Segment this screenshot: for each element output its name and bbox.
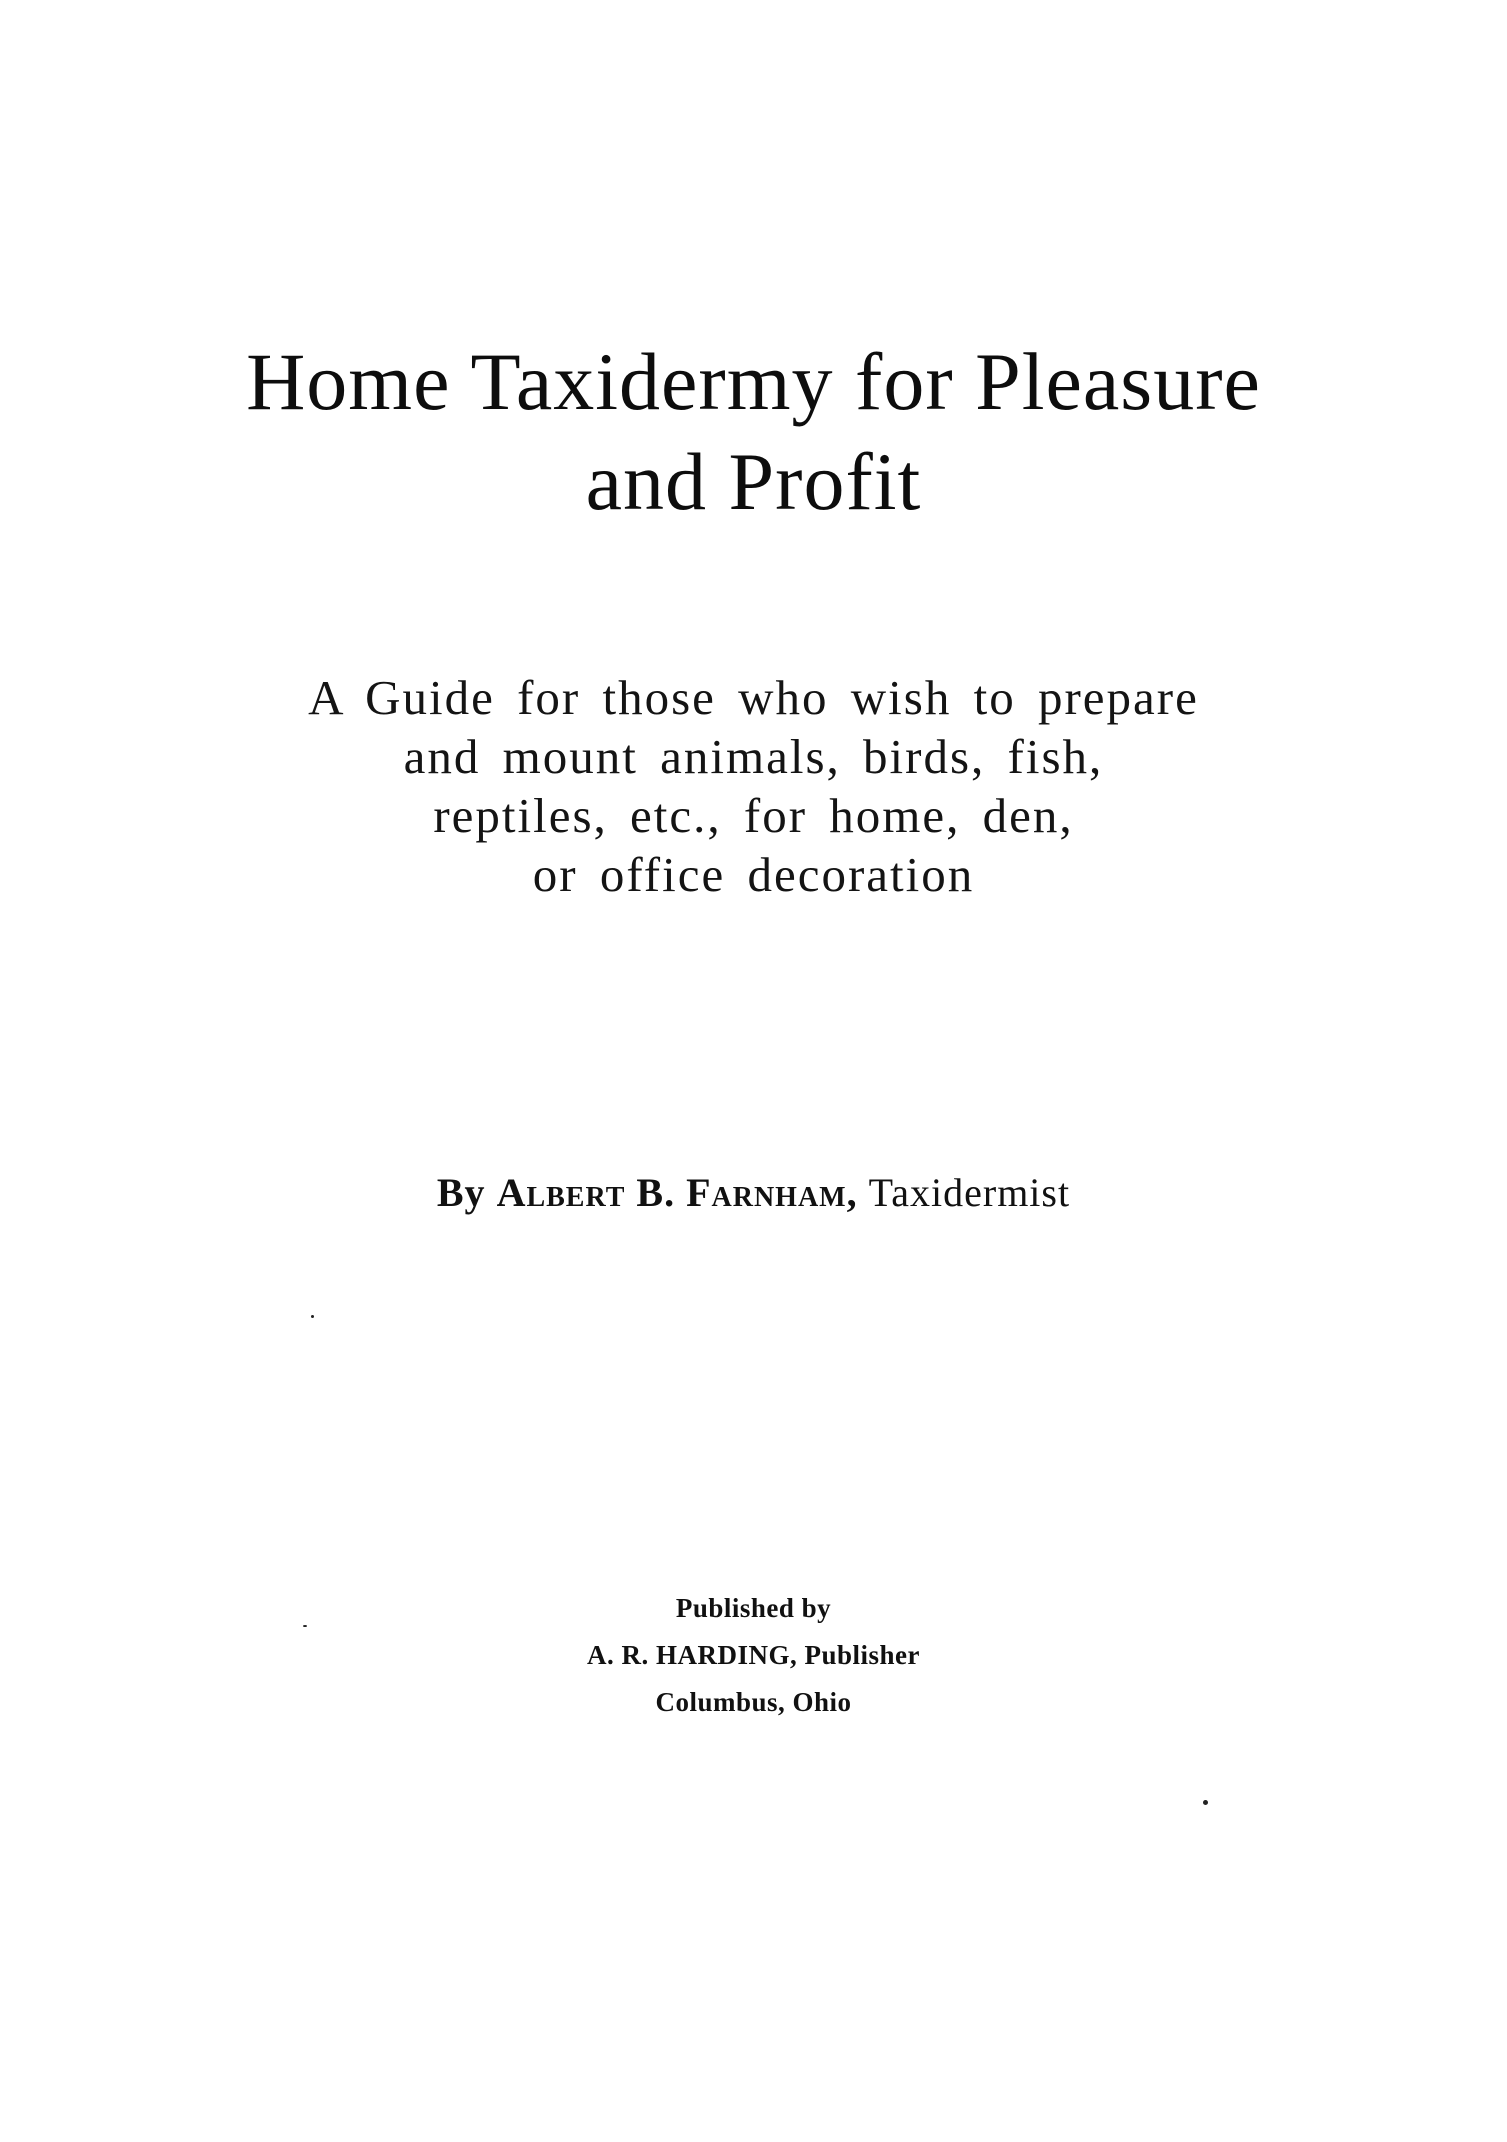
book-title-line-2: and Profit [585, 436, 922, 527]
book-title-line-1: Home Taxidermy for Pleasure [246, 336, 1261, 427]
scan-speck [303, 1625, 307, 1627]
book-subtitle [0, 668, 1507, 904]
author-line [0, 1168, 1507, 1218]
publisher-line-3: Columbus, Ohio [655, 1687, 852, 1717]
scan-speck [311, 1315, 314, 1318]
author-initial: B. [636, 1170, 676, 1215]
author-role: Taxidermist [868, 1170, 1071, 1215]
publisher-block [0, 1585, 1507, 1726]
subtitle-line-3: reptiles, etc., for home, den, [433, 788, 1074, 843]
subtitle-line-4: or office decoration [532, 847, 975, 902]
author-by: By [436, 1170, 486, 1215]
author-first-name: Albert [496, 1170, 626, 1215]
publisher-line-2: A. R. HARDING, Publisher [586, 1640, 921, 1670]
subtitle-line-1: A Guide for those who wish to prepare [308, 670, 1199, 725]
publisher-line-1: Published by [675, 1593, 832, 1623]
subtitle-line-2: and mount animals, birds, fish, [403, 729, 1104, 784]
book-title [0, 332, 1507, 532]
author-last-name: Farnham, [686, 1170, 858, 1215]
scan-speck [1203, 1800, 1208, 1805]
